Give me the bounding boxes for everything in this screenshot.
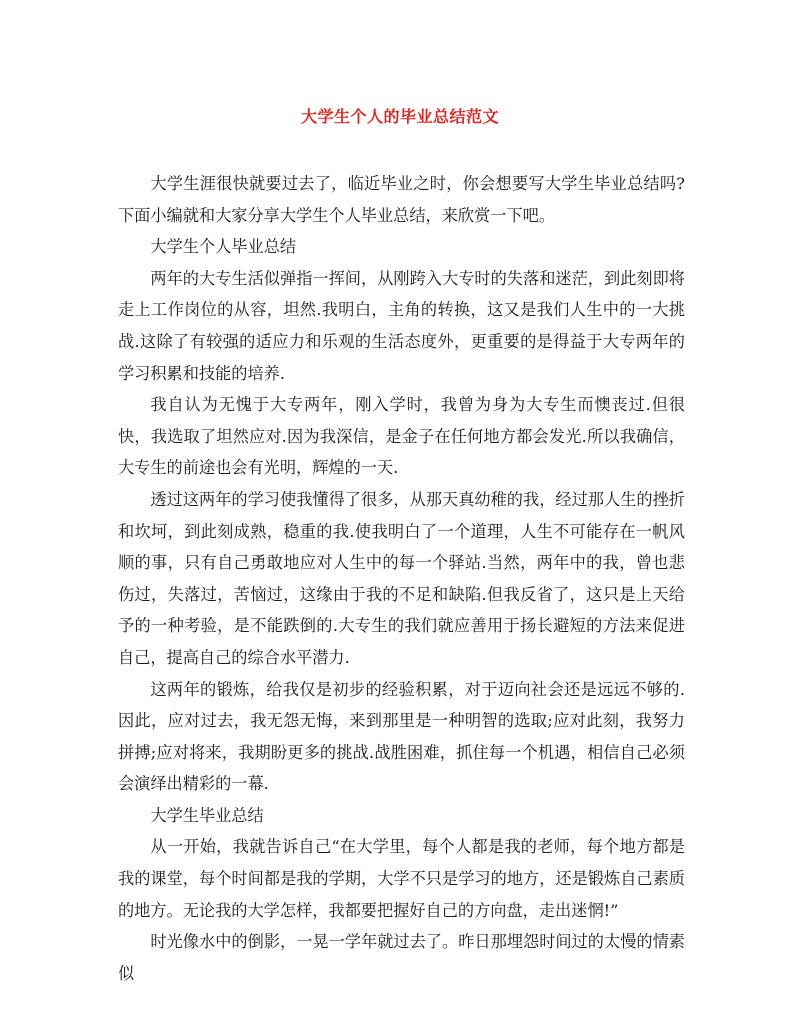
section-heading-graduation-summary: 大学生毕业总结 xyxy=(150,805,264,825)
document-title: 大学生个人的毕业总结范文 xyxy=(300,107,499,126)
paragraph-truncated: 时光像水中的倒影，一晃一学年就过去了。昨日那埋怨时间过的太慢的情素似 xyxy=(118,932,685,983)
document-body xyxy=(118,168,685,989)
paragraph: 从一开始，我就告诉自己“在大学里，每个人都是我的老师，每个地方都是我的课堂，每个时间都是我的学期，大学不只是学习的地方，还是锻炼自己素质的地方。无论我的大学怎样，我都要把握好自己的方向盘，走出迷惘!” xyxy=(118,837,685,920)
paragraph: 透过这两年的学习使我懂得了很多，从那天真幼稚的我，经过那人生的挫折和坎坷，到此刻成熟，稳重的我.使我明白了一个道理，人生不可能存在一帆风顺的事，只有自己勇敢地应对人生中的每一个驿站.当然，两年中的我，曾也悲伤过，失落过，苦恼过，这缘由于我的不足和缺陷.但我反省了，这只是上天给予的一种考验，是不能跌倒的.大专生的我们就应善用于扬长避短的方法来促进自己，提高自己的综合水平潜力. xyxy=(118,489,685,667)
paragraph: 两年的大专生活似弹指一挥间，从刚跨入大专时的失落和迷茫，到此刻即将走上工作岗位的从容，坦然.我明白，主角的转换，这又是我们人生中的一大挑战.这除了有较强的适应力和乐观的生活态度外，更重要的是得益于大专两年的学习积累和技能的培养. xyxy=(118,268,685,383)
paragraph: 我自认为无愧于大专两年，刚入学时，我曾为身为大专生而懊丧过.但很快，我选取了坦然应对.因为我深信，是金子在任何地方都会发光.所以我确信，大专生的前途也会有光明，辉煌的一天. xyxy=(118,395,685,478)
paragraph-intro: 大学生涯很快就要过去了，临近毕业之时，你会想要写大学生毕业总结吗?下面小编就和大家分享大学生个人毕业总结，来欣赏一下吧。 xyxy=(118,174,685,225)
section-heading-personal-summary: 大学生个人毕业总结 xyxy=(150,237,297,257)
paragraph: 这两年的锻炼，给我仅是初步的经验积累，对于迈向社会还是远远不够的.因此，应对过去，我无怨无悔，来到那里是一种明智的选取;应对此刻，我努力拼搏;应对将来，我期盼更多的挑战.战胜困难，抓住每一个机遇，相信自己必须会演绎出精彩的一幕. xyxy=(118,679,685,794)
